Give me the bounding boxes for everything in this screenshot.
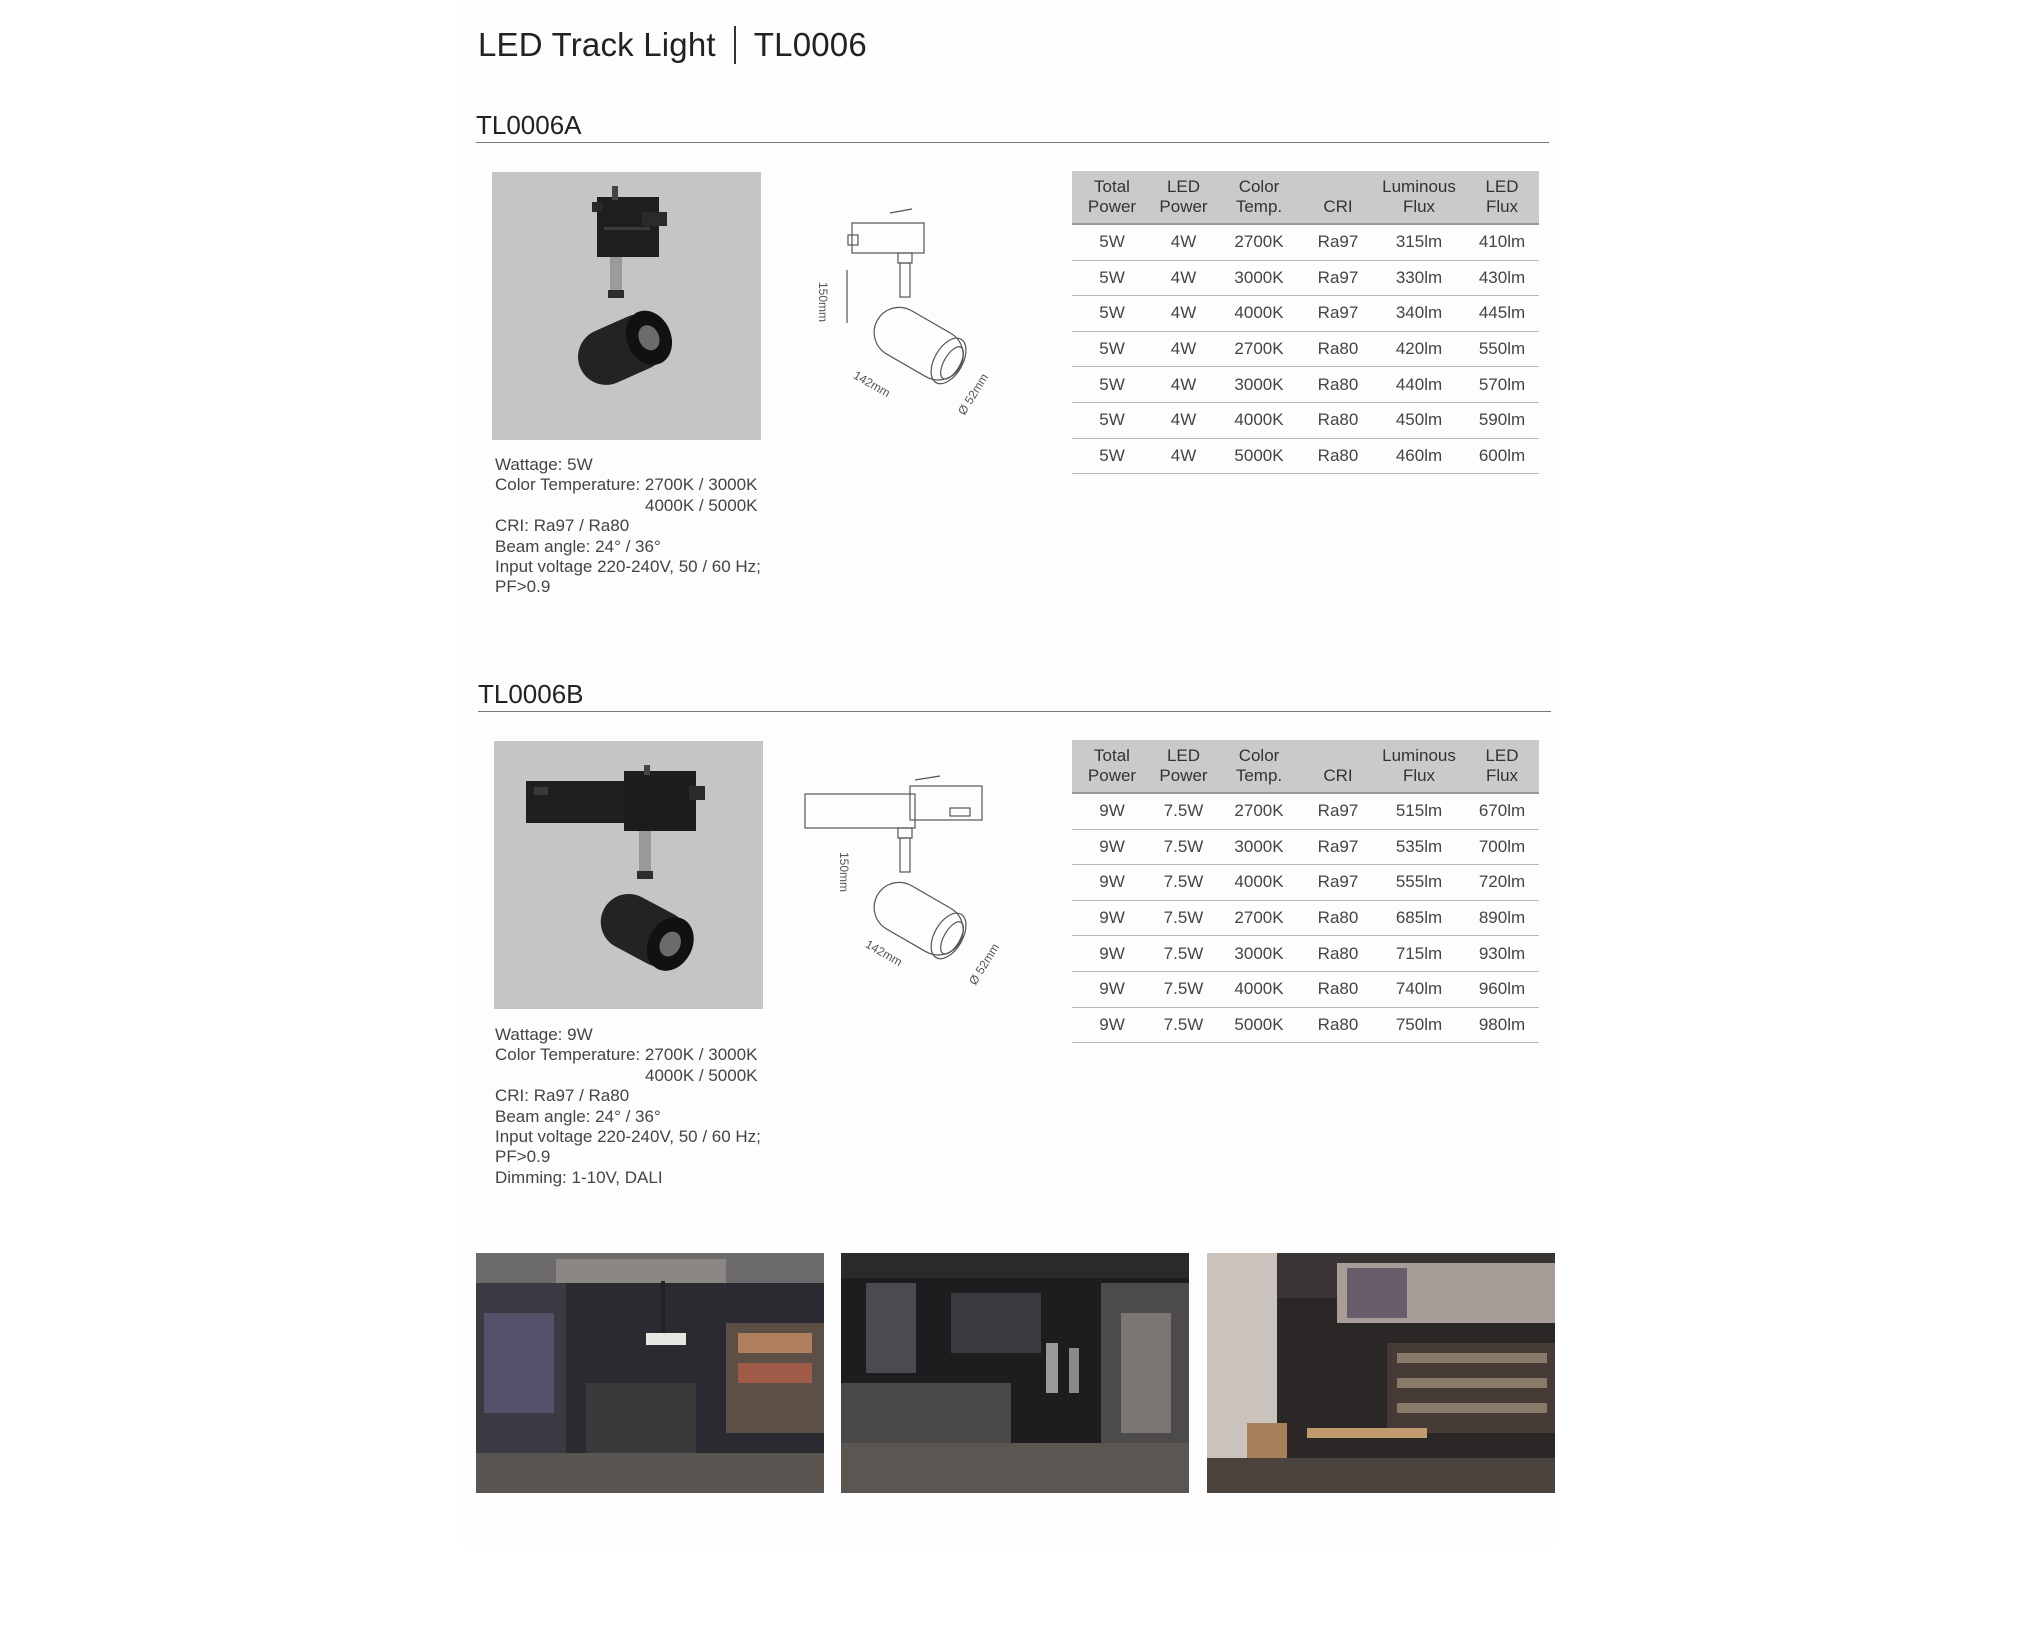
drawing-a-height: 150mm: [816, 282, 830, 323]
drawing-b-length: 142mm: [863, 937, 905, 970]
spec-table-a: [1072, 168, 1539, 474]
table-cell: 3000K: [1215, 367, 1303, 403]
table-cell: 7.5W: [1152, 865, 1215, 901]
table-cell: 5000K: [1215, 438, 1303, 474]
drawing-a-diameter: Ø 52mm: [955, 370, 992, 418]
header-label: Total: [1094, 177, 1130, 196]
header-led-flux: [1465, 170, 1539, 225]
table-cell: 450lm: [1373, 402, 1465, 438]
table-cell: 4000K: [1215, 865, 1303, 901]
table-cell: Ra80: [1303, 971, 1373, 1007]
product-photo-b: [494, 741, 763, 1009]
table-cell: 5W: [1072, 331, 1152, 367]
table-row: [1072, 438, 1539, 474]
spec-input-voltage: Input voltage 220-240V, 50 / 60 Hz;: [495, 557, 761, 577]
table-cell: 9W: [1072, 900, 1152, 936]
table-row: [1072, 829, 1539, 865]
table-cell: 930lm: [1465, 936, 1539, 972]
table-cell: 2700K: [1215, 224, 1303, 260]
header-label: Flux: [1485, 197, 1519, 216]
table-cell: 5W: [1072, 296, 1152, 332]
spec-pf: PF>0.9: [495, 577, 551, 597]
header-label: Total: [1094, 746, 1130, 765]
table-row: [1072, 900, 1539, 936]
table-cell: 4W: [1152, 296, 1215, 332]
table-row: [1072, 402, 1539, 438]
table-cell: 3000K: [1215, 260, 1303, 296]
table-cell: 9W: [1072, 1007, 1152, 1043]
header-label: Power: [1087, 197, 1137, 216]
table-row: [1072, 1007, 1539, 1043]
table-cell: 9W: [1072, 829, 1152, 865]
spec-table-b: [1072, 737, 1539, 1043]
table-cell: 685lm: [1373, 900, 1465, 936]
table-cell: 445lm: [1465, 296, 1539, 332]
application-photo-1: [476, 1253, 824, 1493]
table-cell: Ra97: [1303, 829, 1373, 865]
spec-color-temp-2: 4000K / 5000K: [645, 495, 758, 515]
table-cell: 960lm: [1465, 971, 1539, 1007]
table-cell: 9W: [1072, 936, 1152, 972]
table-cell: 9W: [1072, 793, 1152, 829]
table-cell: 7.5W: [1152, 793, 1215, 829]
header-luminous-flux: [1373, 170, 1465, 225]
spec-dimming: Dimming: 1-10V, DALI: [495, 1167, 663, 1187]
table-cell: Ra97: [1303, 296, 1373, 332]
table-cell: 890lm: [1465, 900, 1539, 936]
table-cell: 550lm: [1465, 331, 1539, 367]
header-label: CRI: [1323, 197, 1353, 216]
table-cell: 5W: [1072, 367, 1152, 403]
table-cell: 460lm: [1373, 438, 1465, 474]
header-label: LED: [1166, 746, 1201, 765]
table-cell: 600lm: [1465, 438, 1539, 474]
table-cell: Ra80: [1303, 331, 1373, 367]
product-name: LED Track Light: [478, 26, 716, 63]
product-photo-a: [492, 172, 761, 440]
header-label: CRI: [1323, 766, 1353, 785]
table-cell: 670lm: [1465, 793, 1539, 829]
table-cell: 5W: [1072, 224, 1152, 260]
table-cell: 590lm: [1465, 402, 1539, 438]
table-row: [1072, 367, 1539, 403]
table-cell: 720lm: [1465, 865, 1539, 901]
header-label: Flux: [1402, 197, 1436, 216]
section-rule-b: [478, 711, 1551, 712]
header-led-power: [1152, 739, 1215, 794]
table-row: [1072, 296, 1539, 332]
spec-beam-angle: Beam angle: 24° / 36°: [495, 536, 661, 556]
spec-wattage: Wattage: 5W: [495, 455, 593, 474]
table-cell: 7.5W: [1152, 1007, 1215, 1043]
table-cell: 4W: [1152, 438, 1215, 474]
table-cell: 570lm: [1465, 367, 1539, 403]
table-cell: 340lm: [1373, 296, 1465, 332]
table-cell: 555lm: [1373, 865, 1465, 901]
table-cell: 7.5W: [1152, 971, 1215, 1007]
table-cell: 430lm: [1465, 260, 1539, 296]
spec-beam-angle: Beam angle: 24° / 36°: [495, 1106, 661, 1126]
table-row: [1072, 971, 1539, 1007]
table-cell: 7.5W: [1152, 936, 1215, 972]
table-cell: 9W: [1072, 865, 1152, 901]
header-label: Power: [1087, 766, 1137, 785]
spec-cri: CRI: Ra97 / Ra80: [495, 1086, 630, 1106]
table-cell: 440lm: [1373, 367, 1465, 403]
drawing-b-height: 150mm: [837, 852, 851, 893]
table-cell: 4000K: [1215, 296, 1303, 332]
spec-wattage: Wattage: 9W: [495, 1025, 593, 1044]
table-cell: 7.5W: [1152, 829, 1215, 865]
header-color-temp: [1215, 170, 1303, 225]
header-label: Color: [1238, 177, 1280, 196]
table-cell: 5000K: [1215, 1007, 1303, 1043]
table-cell: 410lm: [1465, 224, 1539, 260]
section-title-b: TL0006B: [478, 679, 584, 709]
table-cell: 980lm: [1465, 1007, 1539, 1043]
table-cell: 515lm: [1373, 793, 1465, 829]
drawing-a-length: 142mm: [851, 368, 893, 401]
spec-input-voltage: Input voltage 220-240V, 50 / 60 Hz;: [495, 1127, 761, 1147]
table-cell: Ra97: [1303, 793, 1373, 829]
spec-color-temp-2: 4000K / 5000K: [645, 1065, 758, 1085]
table-cell: 535lm: [1373, 829, 1465, 865]
header-cri: [1303, 170, 1373, 225]
section-title-a: TL0006A: [476, 110, 582, 140]
header-label: LED: [1485, 746, 1519, 765]
table-cell: 750lm: [1373, 1007, 1465, 1043]
header-color-temp: [1215, 739, 1303, 794]
header-label: Luminous: [1382, 746, 1456, 765]
header-label: Temp.: [1235, 766, 1283, 785]
spec-cri: CRI: Ra97 / Ra80: [495, 516, 630, 536]
table-row: [1072, 260, 1539, 296]
table-cell: 5W: [1072, 260, 1152, 296]
drawing-b-diameter: Ø 52mm: [966, 940, 1003, 988]
header-label: Temp.: [1235, 197, 1283, 216]
application-photo-2: [841, 1253, 1189, 1493]
table-header-row: [1072, 170, 1539, 225]
header-label: Color: [1238, 746, 1280, 765]
table-row: [1072, 793, 1539, 829]
table-cell: 9W: [1072, 971, 1152, 1007]
header-label: Power: [1159, 766, 1208, 785]
header-led-flux: [1465, 739, 1539, 794]
table-cell: 4000K: [1215, 402, 1303, 438]
application-photo-3: [1207, 1253, 1555, 1493]
header-total-power: [1072, 170, 1152, 225]
table-cell: 700lm: [1465, 829, 1539, 865]
table-cell: Ra80: [1303, 367, 1373, 403]
table-header-row: [1072, 739, 1539, 794]
table-row: [1072, 936, 1539, 972]
header-led-power: [1152, 170, 1215, 225]
table-row: [1072, 331, 1539, 367]
table-cell: 2700K: [1215, 793, 1303, 829]
table-cell: 3000K: [1215, 936, 1303, 972]
table-row: [1072, 224, 1539, 260]
page-title: [478, 26, 867, 64]
table-cell: Ra80: [1303, 936, 1373, 972]
header-label: Luminous: [1382, 177, 1456, 196]
table-cell: Ra97: [1303, 865, 1373, 901]
spec-color-temp: Color Temperature: 2700K / 3000K: [495, 1045, 758, 1065]
table-cell: 2700K: [1215, 900, 1303, 936]
table-cell: Ra80: [1303, 1007, 1373, 1043]
table-cell: 420lm: [1373, 331, 1465, 367]
table-cell: Ra80: [1303, 402, 1373, 438]
table-cell: 315lm: [1373, 224, 1465, 260]
table-cell: Ra80: [1303, 438, 1373, 474]
table-cell: 715lm: [1373, 936, 1465, 972]
table-cell: 3000K: [1215, 829, 1303, 865]
table-cell: 4W: [1152, 260, 1215, 296]
section-rule-a: [476, 142, 1549, 143]
table-cell: 4W: [1152, 402, 1215, 438]
table-cell: Ra97: [1303, 224, 1373, 260]
header-total-power: [1072, 739, 1152, 794]
header-label: LED: [1166, 177, 1201, 196]
spec-color-temp: Color Temperature: 2700K / 3000K: [495, 475, 758, 495]
table-cell: 4000K: [1215, 971, 1303, 1007]
title-divider: [734, 26, 736, 64]
header-cri: [1303, 739, 1373, 794]
table-cell: 740lm: [1373, 971, 1465, 1007]
table-cell: Ra97: [1303, 260, 1373, 296]
table-cell: 7.5W: [1152, 900, 1215, 936]
header-label: Flux: [1485, 766, 1519, 785]
table-cell: 5W: [1072, 438, 1152, 474]
header-luminous-flux: [1373, 739, 1465, 794]
table-row: [1072, 865, 1539, 901]
table-cell: 5W: [1072, 402, 1152, 438]
table-cell: 2700K: [1215, 331, 1303, 367]
table-cell: 330lm: [1373, 260, 1465, 296]
specs-a: [495, 455, 761, 598]
table-cell: 4W: [1152, 367, 1215, 403]
spec-pf: PF>0.9: [495, 1147, 551, 1167]
table-cell: 4W: [1152, 331, 1215, 367]
specs-b: [495, 1025, 761, 1188]
product-code: TL0006: [753, 26, 867, 63]
table-cell: 4W: [1152, 224, 1215, 260]
header-label: LED: [1485, 177, 1519, 196]
header-label: Flux: [1402, 766, 1436, 785]
table-cell: Ra80: [1303, 900, 1373, 936]
header-label: Power: [1159, 197, 1208, 216]
